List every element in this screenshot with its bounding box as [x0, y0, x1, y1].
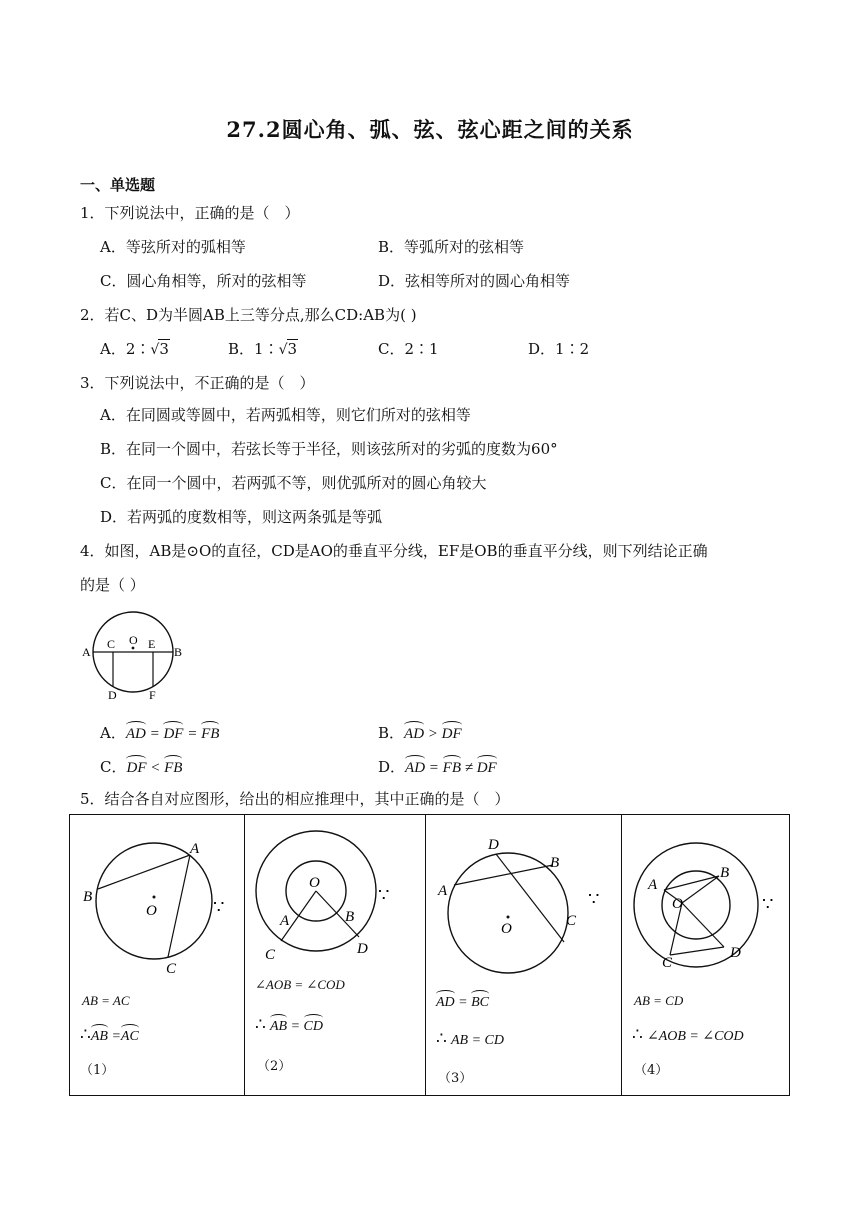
q4-label-f: F: [149, 688, 156, 702]
q5-cell-2-given: ∠AOB = ∠COD: [255, 977, 345, 992]
q4-label-o: O: [129, 633, 138, 647]
svg-text:C: C: [265, 947, 276, 963]
q5-cell-2[interactable]: [245, 815, 426, 1095]
svg-text:O: O: [309, 875, 320, 891]
q2-option-c[interactable]: C．2∶1: [378, 340, 439, 358]
arc-df: DF: [476, 760, 497, 776]
q5-cell-1-figure: [70, 815, 245, 985]
q5-cell-4-number: （4）: [634, 1063, 669, 1078]
arc-ad: AD: [405, 760, 426, 776]
q5-cell-3-given: AD = BC: [436, 995, 490, 1010]
q2-option-b[interactable]: B．1∶√3: [228, 340, 298, 358]
q5-cell-2-number: （2）: [257, 1059, 292, 1074]
arc-fb: FB: [164, 760, 183, 776]
arc-fb: FB: [201, 726, 220, 742]
q2-option-a-text: A．2∶: [100, 340, 151, 358]
q4-label-d: D: [108, 688, 117, 702]
arc-df: DF: [126, 760, 147, 776]
q4-label-a: A: [82, 645, 91, 659]
q2-option-b-radicand: 3: [287, 340, 298, 358]
q5-figure-table: [69, 814, 790, 1096]
svg-text:D: D: [357, 941, 368, 957]
q1-option-a[interactable]: A．等弦所对的弧相等: [100, 238, 246, 256]
q5-cell-2-conclusion: ∴ AB = CD: [255, 1015, 323, 1035]
q1-option-b[interactable]: B．等弧所对的弦相等: [378, 238, 525, 256]
svg-text:A: A: [438, 883, 448, 899]
q5-cell-3-conclusion: ∴ AB = CD: [436, 1029, 504, 1049]
q5-cell-4[interactable]: [622, 815, 791, 1095]
q5-cell-1[interactable]: [70, 815, 245, 1095]
q5-cell-3-figure: [426, 815, 622, 985]
svg-text:B: B: [550, 855, 560, 871]
q4-label-e: E: [148, 637, 156, 651]
svg-text:A: A: [280, 913, 290, 929]
q1-option-d[interactable]: D．弦相等所对的圆心角相等: [378, 272, 571, 290]
q4-option-a[interactable]: A．AD = DF = FB: [100, 724, 220, 742]
q5-stem: 5．结合各自对应图形，给出的相应推理中，其中正确的是（ ）: [80, 790, 510, 808]
svg-text:B: B: [83, 889, 93, 905]
svg-text:D: D: [488, 837, 499, 853]
q3-stem: 3．下列说法中，不正确的是（ ）: [80, 374, 315, 392]
svg-text:O: O: [146, 903, 157, 919]
q2-option-a-radicand: 3: [159, 340, 169, 358]
q2-option-a[interactable]: A．2∶√3: [100, 340, 169, 358]
svg-text:A: A: [648, 877, 658, 893]
q5-cell-2-figure: [245, 815, 426, 985]
because-symbol: ∵: [588, 889, 600, 910]
section-heading: 一、单选题: [80, 176, 156, 194]
q4-center-dot: [132, 647, 135, 650]
q5-cell-4-conclusion: ∴ ∠AOB = ∠COD: [632, 1025, 744, 1045]
q4-option-d[interactable]: D．AD = FB ≠ DF: [378, 758, 497, 776]
q4-circle-figure: [76, 606, 188, 702]
q5-cell-4-figure: [622, 815, 791, 985]
q3-option-c[interactable]: C．在同一个圆中，若两弧不等，则优弧所对的圆心角较大: [100, 474, 487, 492]
q3-option-d[interactable]: D．若两弧的度数相等，则这两条弧是等弧: [100, 508, 383, 526]
svg-text:O: O: [501, 921, 512, 937]
arc-fb: FB: [442, 760, 461, 776]
q4-option-c[interactable]: C．DF < FB: [100, 758, 183, 776]
because-symbol: ∵: [378, 885, 390, 906]
q4-stem-line1: 4．如图，AB是⊙O的直径，CD是AO的垂直平分线，EF是OB的垂直平分线，则下列结论正确: [80, 542, 708, 560]
svg-text:C: C: [166, 961, 177, 977]
svg-text:O: O: [672, 896, 683, 912]
q4-option-b[interactable]: B．AD > DF: [378, 724, 462, 742]
q3-option-b[interactable]: B．在同一个圆中，若弦长等于半径，则该弦所对的劣弧的度数为60°: [100, 440, 558, 458]
q2-option-d[interactable]: D．1∶2: [528, 340, 590, 358]
q2-stem: 2．若C、D为半圆AB上三等分点,那么CD:AB为( ): [80, 306, 417, 324]
q5-cell-3[interactable]: [426, 815, 622, 1095]
because-symbol: ∵: [213, 897, 225, 918]
svg-text:A: A: [190, 841, 200, 857]
q1-option-c[interactable]: C．圆心角相等，所对的弦相等: [100, 272, 307, 290]
arc-ad: AD: [125, 726, 146, 742]
svg-text:C: C: [566, 913, 577, 929]
svg-text:B: B: [345, 909, 355, 925]
arc-ad: AD: [404, 726, 425, 742]
q2-option-b-text: B．1∶: [228, 340, 279, 358]
svg-text:B: B: [720, 865, 730, 881]
q4-stem-line2: 的是（ ）: [80, 576, 145, 594]
q5-cell-1-given: AB = AC: [82, 993, 130, 1008]
arc-df: DF: [441, 726, 462, 742]
q5-cell-4-given: AB = CD: [634, 993, 684, 1008]
q3-option-a[interactable]: A．在同圆或等圆中，若两弧相等，则它们所对的弦相等: [100, 406, 471, 424]
q1-stem: 1．下列说法中，正确的是（ ）: [80, 204, 300, 222]
page-title: 27.2圆心角、弧、弦、弦心距之间的关系: [226, 117, 634, 142]
q5-cell-3-number: （3）: [438, 1071, 473, 1086]
q4-label-c: C: [107, 637, 116, 651]
because-symbol: ∵: [762, 894, 774, 915]
arc-df: DF: [163, 726, 184, 742]
q5-cell-1-conclusion: ∴AB =AC: [80, 1025, 139, 1045]
q5-cell-1-number: （1）: [80, 1063, 115, 1078]
q4-label-b: B: [174, 645, 183, 659]
svg-text:D: D: [730, 945, 741, 961]
svg-text:C: C: [662, 955, 673, 971]
